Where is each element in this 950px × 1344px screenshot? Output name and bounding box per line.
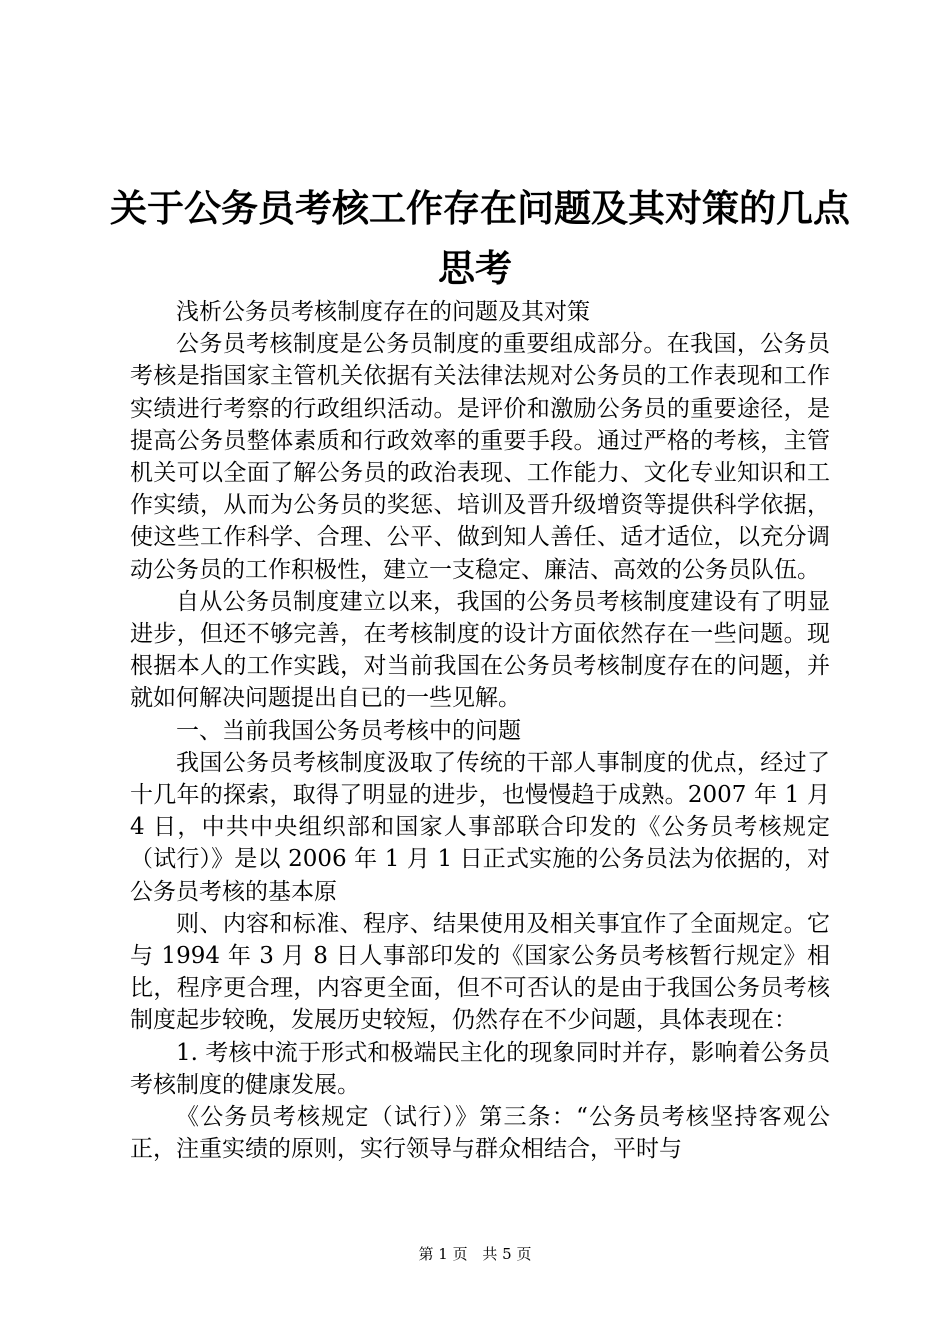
page-number: 第 1 页 [418, 1245, 468, 1263]
body-paragraph: 我国公务员考核制度汲取了传统的干部人事制度的优点，经过了十几年的探索，取得了明显的进步，也慢慢趋于成熟。2007 年 1 月 4 日，中共中央组织部和国家人事部联合印发的《公务员考核规定（试行）》是以 2006 年 1 月 1 日正式实施的公务员法为依据的，对公务员考核的基本原 [130, 749, 830, 905]
body-paragraph: 《公务员考核规定（试行）》第三条：“公务员考核坚持客观公正，注重实绩的原则，实行领导与群众相结合，平时与 [130, 1104, 830, 1163]
body-paragraph: 自从公务员制度建立以来，我国的公务员考核制度建设有了明显进步，但还不够完善，在考核制度的设计方面依然存在一些问题。现根据本人的工作实践，对当前我国在公务员考核制度存在的问题，并就如何解决问题提出自已的一些见解。 [130, 588, 830, 712]
document-body [130, 296, 830, 1165]
body-paragraph: 1. 考核中流于形式和极端民主化的现象同时并存，影响着公务员考核制度的健康发展。 [130, 1039, 830, 1098]
subtitle-paragraph: 浅析公务员考核制度存在的问题及其对策 [176, 299, 590, 325]
document-title-line-2: 思考 [438, 247, 512, 290]
page-footer [0, 1244, 950, 1264]
document-title-line-1: 关于公务员考核工作存在问题及其对策的几点 [110, 187, 850, 230]
body-paragraph: 则、内容和标准、程序、结果使用及相关事宜作了全面规定。它与 1994 年 3 月 8 日人事部印发的《国家公务员考核暂行规定》相比，程序更合理，内容更全面，但不可否认的是由于我国公务员考核制度起步较晚，发展历史较短，仍然存在不少问题，具体表现在： [130, 910, 830, 1034]
body-paragraph: 公务员考核制度是公务员制度的重要组成部分。在我国，公务员考核是指国家主管机关依据有关法律法规对公务员的工作表现和工作实绩进行考察的行政组织活动。是评价和激励公务员的重要途径，是提高公务员整体素质和行政效率的重要手段。通过严格的考核，主管机关可以全面了解公务员的政治表现、工作能力、文化专业知识和工作实绩，从而为公务员的奖惩、培训及晋升级增资等提供科学依据，使这些工作科学、合理、公平、做到知人善任、适才适位，以充分调动公务员的工作积极性，建立一支稳定、廉洁、高效的公务员队伍。 [130, 331, 830, 583]
page-total: 共 5 页 [482, 1245, 532, 1263]
section-heading: 一、当前我国公务员考核中的问题 [176, 717, 521, 744]
